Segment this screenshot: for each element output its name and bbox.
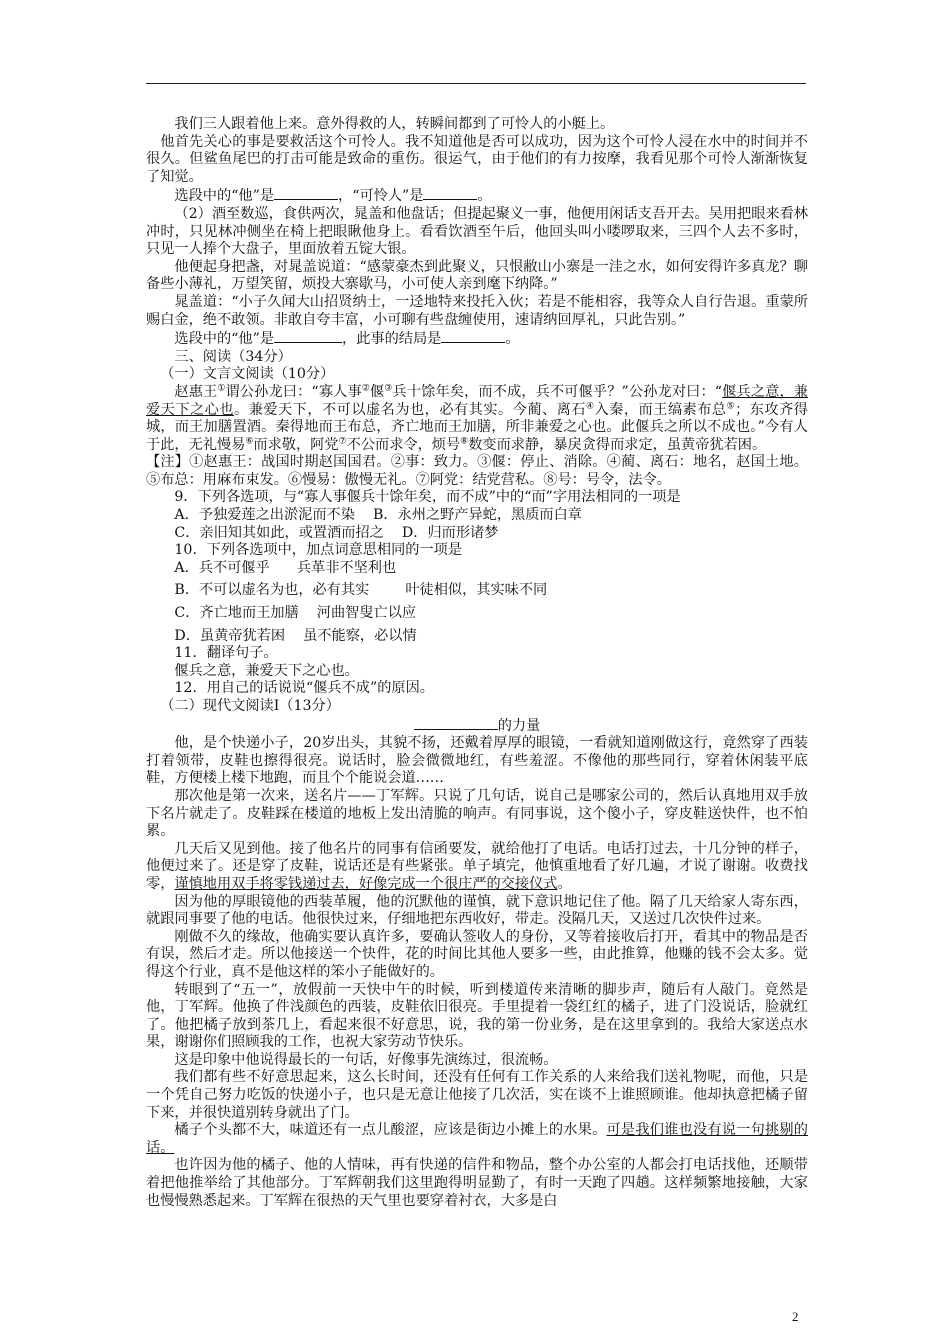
passage-a-p1: 我们三人跟着他上来。意外得救的人，转瞬间都到了可怜人的小艇上。 [174, 116, 615, 132]
subsection-heading: （一）文言文阅读（10分） [160, 366, 335, 383]
question-10-option-a: A．兵不可偃乎 兵革非不坚利也 [174, 559, 397, 576]
modern-p4: 因为他的厚眼镜他的西装革履，他的沉默他的谨慎，就下意识地记住了他。隔了几天给家人寄东西，就跟同事要了他的电话。他很快过来，仔细地把东西收好，带走。没隔几天，又送过几次快件过来。 [146, 893, 808, 928]
answer-blank[interactable] [441, 329, 505, 343]
modern-p1: 他，是个快递小子，20岁出头，其貌不扬，还戴着厚厚的眼镜，一看就知道刚做这行，竟然穿了西装打着领带，皮鞋也擦得很亮。说话时，脸会微微地红，有些羞涩。不像他的那些同行，穿着休闲装平底鞋，方便楼上楼下地跑，而且个个能说会道…… [146, 735, 808, 787]
passage-a-p2: 他首先关心的事是要救活这个可怜人。我不知道他是否可以成功，因为这个可怜人浸在水中的时间并不很久。但鲨鱼尾巴的打击可能是致命的重伤。很运气，由于他们的有力按摩，我看见那个可怜人渐渐恢复了知觉。 [146, 133, 808, 185]
header-rule [146, 83, 806, 84]
passage-b-question: 选段中的“他”是 ，此事的结局是 。 [174, 331, 520, 348]
answer-blank[interactable] [274, 186, 338, 200]
modern-p10: 也许因为他的橘子、他的人情味，再有快递的信件和物品，整个办公室的人都会打电话找他，还顺带着把他推举给了其他部分。丁军辉朝我们这里跑得明显勤了，有时一天跑了四趟。这样频繁地接触，大家也慢慢熟悉起来。丁军辉在很热的天气里也要穿着衬衣，大多是白 [146, 1157, 808, 1209]
passage-a-question: 选段中的“他”是 ，“可怜人”是 。 [174, 188, 492, 205]
passage-b-p3: 晁盖道：“小子久闻大山招贤纳士，一迳地特来投托入伙；若是不能相容，我等众人自行告退。重蒙所赐白金，绝不敢领。非敢自夸丰富，小可聊有些盘缠使用，速请纳回厚礼，只此告别。” [146, 293, 808, 328]
question-10-option-b: B．不可以虚名为也，必有其实 叶徒相似，其实味不同 [174, 582, 548, 599]
page-number: 2 [792, 1309, 799, 1324]
modern-p8: 我们都有些不好意思起来，这么长时间，还没有任何有工作关系的人来给我们送礼物呢，而他，只是一个凭自己努力吃饭的快递小子，也只是无意让他接了几次活，实在谈不上谁照顾谁。他却执意把橘子留下来，并很快道别转身就出了门。 [146, 1069, 808, 1121]
question-10-option-d: D．虽黄帝犹若困 虽不能察，必以情 [174, 627, 417, 644]
question-12-stem: 12．用自己的话说说“偃兵不成”的原因。 [174, 680, 434, 697]
section-heading: 三、阅读（34分） [174, 348, 292, 365]
modern-p3: 几天后又见到他。接了他名片的同事有信函要发，就给他打了电话。电话打过去，十几分钟的样子，他便过来了。还是穿了皮鞋，说话还是有些紧张。单子填完，他慎重地看了好几遍，才说了谢谢。收费找零，谨慎地用双手将零钱递过去，好像完成一个很庄严的交接仪式。 [146, 840, 808, 892]
modern-p7: 这是印象中他说得最长的一句话，好像事先演练过，很流畅。 [174, 1051, 558, 1068]
question-10-option-c: C．齐亡地而王加膳 河曲智叟亡以应 [174, 605, 417, 622]
question-11-stem: 11．翻译句子。 [174, 645, 278, 662]
answer-blank[interactable] [423, 186, 477, 200]
question-11-sentence: 偃兵之意，兼爱天下之心也。 [174, 662, 359, 679]
question-9-options-cd: C．亲旧知其如此，或置酒而招之 D．归而形诸梦 [174, 524, 499, 541]
page-content [146, 116, 808, 1210]
modern-title: 的力量 [146, 716, 808, 736]
modern-p5: 刚做不久的缘故，他确实要认真许多，要确认签收人的身份，又等着接收后打开，看其中的物品是否有误，然后才走。所以他接送一个快件，花的时间比其他人要多一些，由此推算，他赚的钱不会太多。觉得这个行业，真不是他这样的笨小子能做好的。 [146, 928, 808, 980]
answer-blank[interactable] [274, 329, 342, 343]
passage-b-p2: 他便起身把盏，对晁盖说道：“感蒙豪杰到此聚义，只恨敝山小寨是一洼之水，如何安得许多真龙？聊备些小薄礼，万望笑留，烦投大寨歇马，小可使人亲到麾下纳降。” [146, 258, 808, 293]
modern-p2: 那次他是第一次来，送名片——丁军辉。只说了几句话，说自己是哪家公司的，然后认真地用双手放下名片就走了。皮鞋踩在楼道的地板上发出清脆的响声。有同事说，这个傻小子，穿皮鞋送快件，也不怕累。 [146, 787, 808, 840]
annotation-note: 【注】①赵惠王：战国时期赵国国君。②事：致力。③偃：停止、消除。④蔺、离石：地名，赵国土地。⑤布总：用麻布束发。⑥慢易：傲慢无礼。⑦阿党：结党营私。⑧号：号令，法令。 [146, 454, 808, 488]
passage-b-p1: （2）酒至数巡，食供两次，晁盖和他盘话；但提起聚义一事，他便用闲话支吾开去。吴用把眼来看林冲时，只见林冲侧坐在椅上把眼瞅他身上。看看饮酒至午后，他回头叫小喽啰取来，三四个人去不多时，只见一人捧个大盘子，里面放着五锭大银。 [146, 205, 808, 258]
subsection-heading: （二）现代文阅读Ⅰ（13分） [160, 698, 340, 714]
modern-p9: 橘子个头都不大，味道还有一点儿酸涩，应该是街边小摊上的水果。可是我们谁也没有说一句挑剔的话。 [146, 1122, 808, 1156]
title-blank[interactable] [414, 716, 498, 730]
classical-passage: 赵惠王①谓公孙龙曰：“寡人事②偃③兵十馀年矣，而不成，兵不可偃乎？”公孙龙对曰：“偃兵之意，兼爱天下之心也。兼爱天下，不可以虚名为也，必有其实。今蔺、离石④入秦，而王缟素布总⑤；东攻齐得城，而王加膳置酒。秦得地而王布总，齐亡地而王加膳，所非兼爱之心也。此偃兵之所以不成也。”今有人于此，无礼慢易⑥而求敬，阿党⑦不公而求令，烦号⑧数变而求静，暴戾贪得而求定，虽黄帝犹若困。 [146, 383, 808, 453]
question-10-stem: 10．下列各选项中，加点词意思相同的一项是 [174, 542, 463, 559]
modern-p6: 转眼到了“五一”，放假前一天快中午的时候，听到楼道传来清晰的脚步声，随后有人敲门。竟然是他，丁军辉。他换了件浅颜色的西装，皮鞋依旧很亮。手里提着一袋红红的橘子，进了门没说话，脸就红了。他把橘子放到茶几上，看起来很不好意思，说，我的第一份业务，是在这里拿到的。我给大家送点水果，谢谢你们照顾我的工作，也祝大家劳动节快乐。 [146, 981, 808, 1051]
question-9-options-ab: A．予独爱莲之出淤泥而不染 B．永州之野产异蛇，黑质而白章 [174, 507, 582, 524]
question-9-stem: 9．下列各选项，与“寡人事偃兵十馀年矣，而不成”中的“而”字用法相同的一项是 [174, 489, 681, 506]
